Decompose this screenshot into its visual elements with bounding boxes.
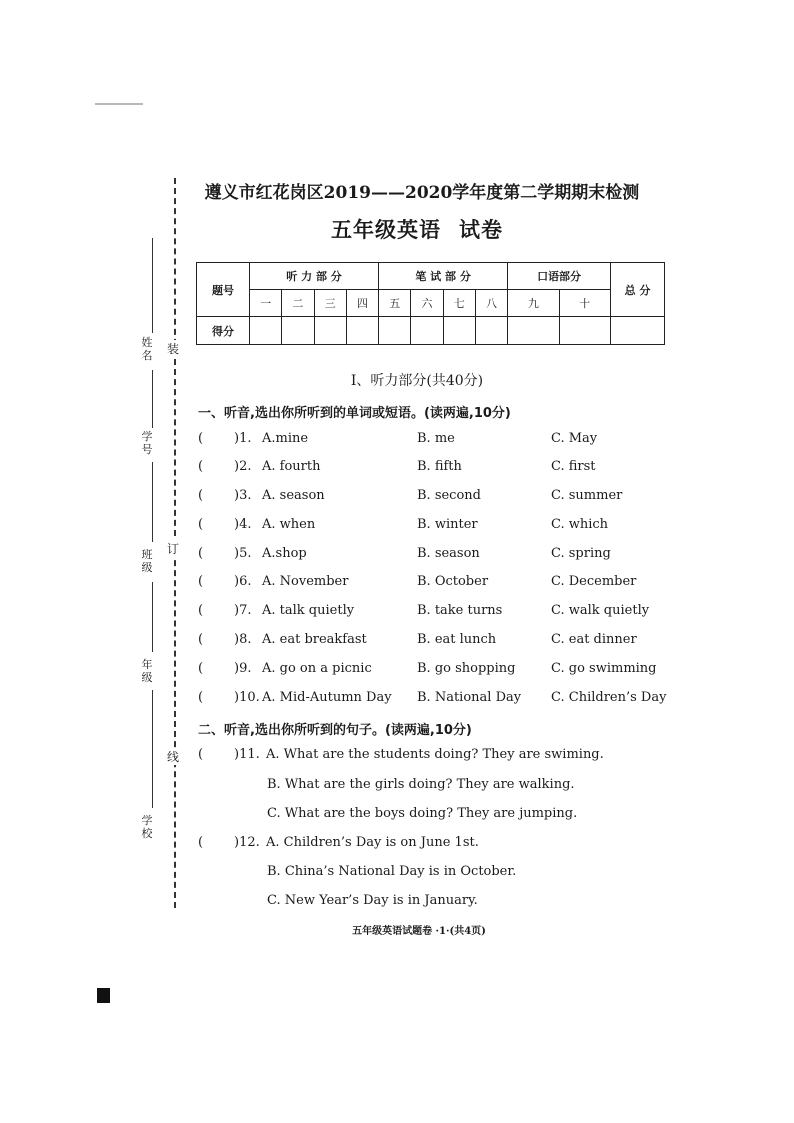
name-fill-line[interactable] bbox=[152, 238, 153, 333]
column-header: 一 bbox=[250, 290, 282, 317]
answer-paren[interactable]: ( bbox=[198, 835, 204, 850]
answer-paren[interactable]: ( bbox=[198, 546, 204, 561]
option-c: C. which bbox=[551, 517, 609, 532]
column-header: 七 bbox=[443, 290, 475, 317]
school-fill-line[interactable] bbox=[152, 690, 153, 808]
question-number: )2. bbox=[234, 459, 252, 474]
question-number: )11. bbox=[234, 747, 260, 762]
sentence-option-a: A. What are the students doing? They are swiming. bbox=[266, 747, 604, 762]
sentence-option-b: B. China’s National Day is in October. bbox=[267, 864, 517, 879]
option-a: A.mine bbox=[262, 431, 309, 446]
question-row bbox=[198, 690, 678, 710]
option-a: A. talk quietly bbox=[262, 603, 355, 618]
part1-instruction: 一、听音,选出你所听到的单词或短语。(读两遍,10分) bbox=[198, 406, 511, 421]
option-a: A. November bbox=[262, 574, 349, 589]
question-number: )6. bbox=[234, 574, 252, 589]
sentence-option-c: C. What are the boys doing? They are jumping. bbox=[267, 806, 578, 821]
question-number: )3. bbox=[234, 488, 252, 503]
option-c: C. May bbox=[551, 431, 598, 446]
answer-paren[interactable]: ( bbox=[198, 603, 204, 618]
answer-paren[interactable]: ( bbox=[198, 747, 204, 762]
sentence-option-b: B. What are the girls doing? They are walking. bbox=[267, 777, 575, 792]
question-number: )4. bbox=[234, 517, 252, 532]
question-row bbox=[198, 546, 678, 566]
column-header: 四 bbox=[346, 290, 378, 317]
page-footer: 五年级英语试题卷 ·1·(共4页) bbox=[352, 926, 486, 937]
option-b: B. October bbox=[417, 574, 489, 589]
score-cell[interactable] bbox=[508, 317, 559, 345]
answer-paren[interactable]: ( bbox=[198, 517, 204, 532]
subtitle-grade: 五年级英语 bbox=[331, 217, 441, 242]
column-header: 五 bbox=[379, 290, 411, 317]
question-row bbox=[198, 835, 698, 855]
score-cell[interactable] bbox=[411, 317, 443, 345]
option-b: B. eat lunch bbox=[417, 632, 497, 647]
binding-char-zhuang: 装 bbox=[166, 342, 179, 356]
answer-paren[interactable]: ( bbox=[198, 488, 204, 503]
question-row bbox=[198, 603, 678, 623]
option-c: C. spring bbox=[551, 546, 611, 561]
question-row bbox=[198, 632, 678, 652]
number-field-label: 学号 bbox=[141, 430, 153, 456]
question-number: )10. bbox=[234, 690, 260, 705]
answer-paren[interactable]: ( bbox=[198, 574, 204, 589]
total-score-header: 总 分 bbox=[611, 263, 665, 317]
sentence-option-c: C. New Year’s Day is in January. bbox=[267, 893, 478, 908]
exam-subtitle bbox=[0, 214, 794, 244]
question-row bbox=[198, 747, 698, 767]
score-cell[interactable] bbox=[314, 317, 346, 345]
item-number-label: 题号 bbox=[197, 263, 250, 317]
option-b: B. take turns bbox=[417, 603, 503, 618]
binding-char-ding: 订 bbox=[166, 542, 179, 556]
column-header: 九 bbox=[508, 290, 559, 317]
question-number: )12. bbox=[234, 835, 260, 850]
question-row bbox=[198, 459, 678, 479]
option-c: C. December bbox=[551, 574, 637, 589]
column-header: 十 bbox=[559, 290, 610, 317]
option-c: C. eat dinner bbox=[551, 632, 637, 647]
answer-paren[interactable]: ( bbox=[198, 661, 204, 676]
binding-char-xian: 线 bbox=[166, 750, 179, 764]
question-row bbox=[198, 661, 678, 681]
score-cell[interactable] bbox=[559, 317, 610, 345]
question-row bbox=[198, 488, 678, 508]
score-cell[interactable] bbox=[443, 317, 475, 345]
part2-instruction: 二、听音,选出你所听到的句子。(读两遍,10分) bbox=[198, 723, 472, 738]
sentence-option-a: A. Children’s Day is on June 1st. bbox=[266, 835, 479, 850]
column-header: 六 bbox=[411, 290, 443, 317]
option-b: B. National Day bbox=[417, 690, 522, 705]
question-number: )1. bbox=[234, 431, 252, 446]
score-cell[interactable] bbox=[379, 317, 411, 345]
score-cell[interactable] bbox=[475, 317, 507, 345]
question-row bbox=[198, 574, 678, 594]
oral-part-header: 口语部分 bbox=[508, 263, 611, 290]
column-header: 二 bbox=[282, 290, 314, 317]
column-header: 八 bbox=[475, 290, 507, 317]
score-cell[interactable] bbox=[346, 317, 378, 345]
grade-fill-line[interactable] bbox=[152, 582, 153, 652]
score-cell[interactable] bbox=[250, 317, 282, 345]
question-row bbox=[198, 431, 678, 451]
total-score-cell[interactable] bbox=[611, 317, 665, 345]
option-b: B. winter bbox=[417, 517, 478, 532]
answer-paren[interactable]: ( bbox=[198, 431, 204, 446]
option-a: A.shop bbox=[262, 546, 307, 561]
option-c: C. Children’s Day bbox=[551, 690, 667, 705]
corner-registration-block bbox=[97, 988, 110, 1003]
answer-paren[interactable]: ( bbox=[198, 632, 204, 647]
column-header: 三 bbox=[314, 290, 346, 317]
class-field-label: 班级 bbox=[141, 548, 153, 574]
option-a: A. eat breakfast bbox=[262, 632, 367, 647]
score-cell[interactable] bbox=[282, 317, 314, 345]
school-field-label: 学校 bbox=[141, 814, 153, 840]
exam-title: 遵义市红花岗区2019——2020学年度第二学期期末检测 bbox=[204, 183, 640, 203]
option-b: B. me bbox=[417, 431, 455, 446]
option-b: B. fifth bbox=[417, 459, 462, 474]
option-a: A. fourth bbox=[262, 459, 321, 474]
option-c: C. go swimming bbox=[551, 661, 657, 676]
grade-field-label: 年级 bbox=[141, 658, 153, 684]
name-field-label: 姓名 bbox=[141, 336, 153, 362]
answer-paren[interactable]: ( bbox=[198, 459, 204, 474]
option-a: A. Mid-Autumn Day bbox=[262, 690, 392, 705]
option-c: C. walk quietly bbox=[551, 603, 650, 618]
score-row-label: 得分 bbox=[197, 317, 250, 345]
score-table bbox=[196, 262, 665, 345]
option-b: B. season bbox=[417, 546, 480, 561]
option-a: A. when bbox=[262, 517, 316, 532]
scan-mark bbox=[95, 103, 143, 105]
question-number: )9. bbox=[234, 661, 252, 676]
subtitle-kind: 试卷 bbox=[459, 217, 503, 242]
section-heading: Ⅰ、听力部分(共40分) bbox=[350, 373, 484, 389]
option-b: B. second bbox=[417, 488, 481, 503]
written-part-header: 笔 试 部 分 bbox=[379, 263, 508, 290]
option-c: C. first bbox=[551, 459, 596, 474]
question-number: )8. bbox=[234, 632, 252, 647]
option-a: A. season bbox=[262, 488, 325, 503]
question-number: )7. bbox=[234, 603, 252, 618]
question-row bbox=[198, 517, 678, 537]
option-a: A. go on a picnic bbox=[262, 661, 372, 676]
question-number: )5. bbox=[234, 546, 252, 561]
class-fill-line[interactable] bbox=[152, 462, 153, 542]
option-c: C. summer bbox=[551, 488, 623, 503]
answer-paren[interactable]: ( bbox=[198, 690, 204, 705]
listening-part-header: 听 力 部 分 bbox=[250, 263, 379, 290]
option-b: B. go shopping bbox=[417, 661, 516, 676]
